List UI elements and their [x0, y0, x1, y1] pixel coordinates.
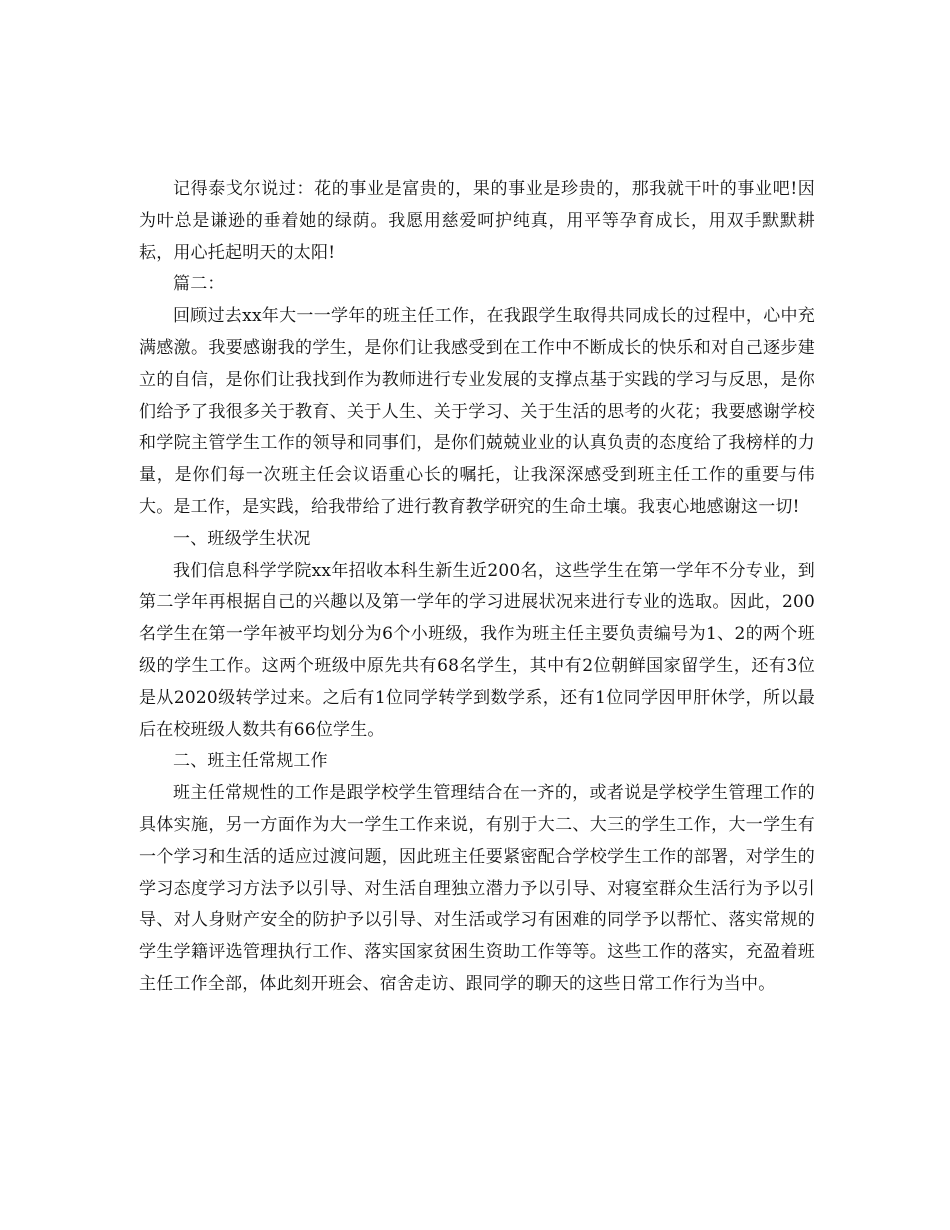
- heading-routine-work: 二、班主任常规工作: [173, 751, 328, 772]
- heading-part-two: 篇二：: [173, 274, 225, 295]
- paragraph-routine-work: 班主任常规性的工作是跟学校学生管理结合在一齐的，或者说是学校学生管理工作的具体实施，另一方面作为大一学生工作来说，有别于大二、大三的学生工作，大一学生有一个学习和生活的适应过渡问题，因此班主任要紧密配合学校学生工作的部署，对学生的学习态度学习方法予以引导、对生活自理独立潜力予以引导、对寝室群众生活行为予以引导、对人身财产安全的防护予以引导、对生活或学习有困难的同学予以帮忙、落实常规的学生学籍评选管理执行工作、落实国家贫困生资助工作等等。这些工作的落实，充盈着班主任工作全部，体此刻开班会、宿舍走访、跟同学的聊天的这些日常工作行为当中。: [139, 783, 815, 994]
- heading-class-status: 一、班级学生状况: [173, 528, 311, 549]
- paragraph-class-status: 我们信息科学学院xx年招收本科生新生近200名，这些学生在第一学年不分专业，到第二学年再根据自己的兴趣以及第一学年的学习进展状况来进行专业的选取。因此，200名学生在第一学年被平均划分为6个小班级，我作为班主任主要负责编号为1、2的两个班级的学生工作。这两个班级中原先共有68名学生，其中有2位朝鲜国家留学生，还有3位是从2020级转学过来。之后有1位同学转学到数学系，还有1位同学因甲肝休学，所以最后在校班级人数共有66位学生。: [139, 560, 815, 740]
- document-body: [139, 174, 815, 1001]
- paragraph-tagore-quote: 记得泰戈尔说过：花的事业是富贵的，果的事业是珍贵的，那我就干叶的事业吧!因为叶总是谦逊的垂着她的绿荫。我愿用慈爱呵护纯真，用平等孕育成长，用双手默默耕耘，用心托起明天的太阳!: [139, 179, 815, 263]
- paragraph-review: 回顾过去xx年大一一学年的班主任工作，在我跟学生取得共同成长的过程中，心中充满感激。我要感谢我的学生，是你们让我感受到在工作中不断成长的快乐和对自己逐步建立的自信，是你们让我找到作为教师进行专业发展的支撑点基于实践的学习与反思，是你们给予了我很多关于教育、关于人生、关于学习、关于生活的思考的火花；我要感谢学校和学院主管学生工作的领导和同事们，是你们兢兢业业的认真负责的态度给了我榜样的力量，是你们每一次班主任会议语重心长的嘱托，让我深深感受到班主任工作的重要与伟大。是工作，是实践，给我带给了进行教育教学研究的生命土壤。我衷心地感谢这一切!: [139, 306, 815, 517]
